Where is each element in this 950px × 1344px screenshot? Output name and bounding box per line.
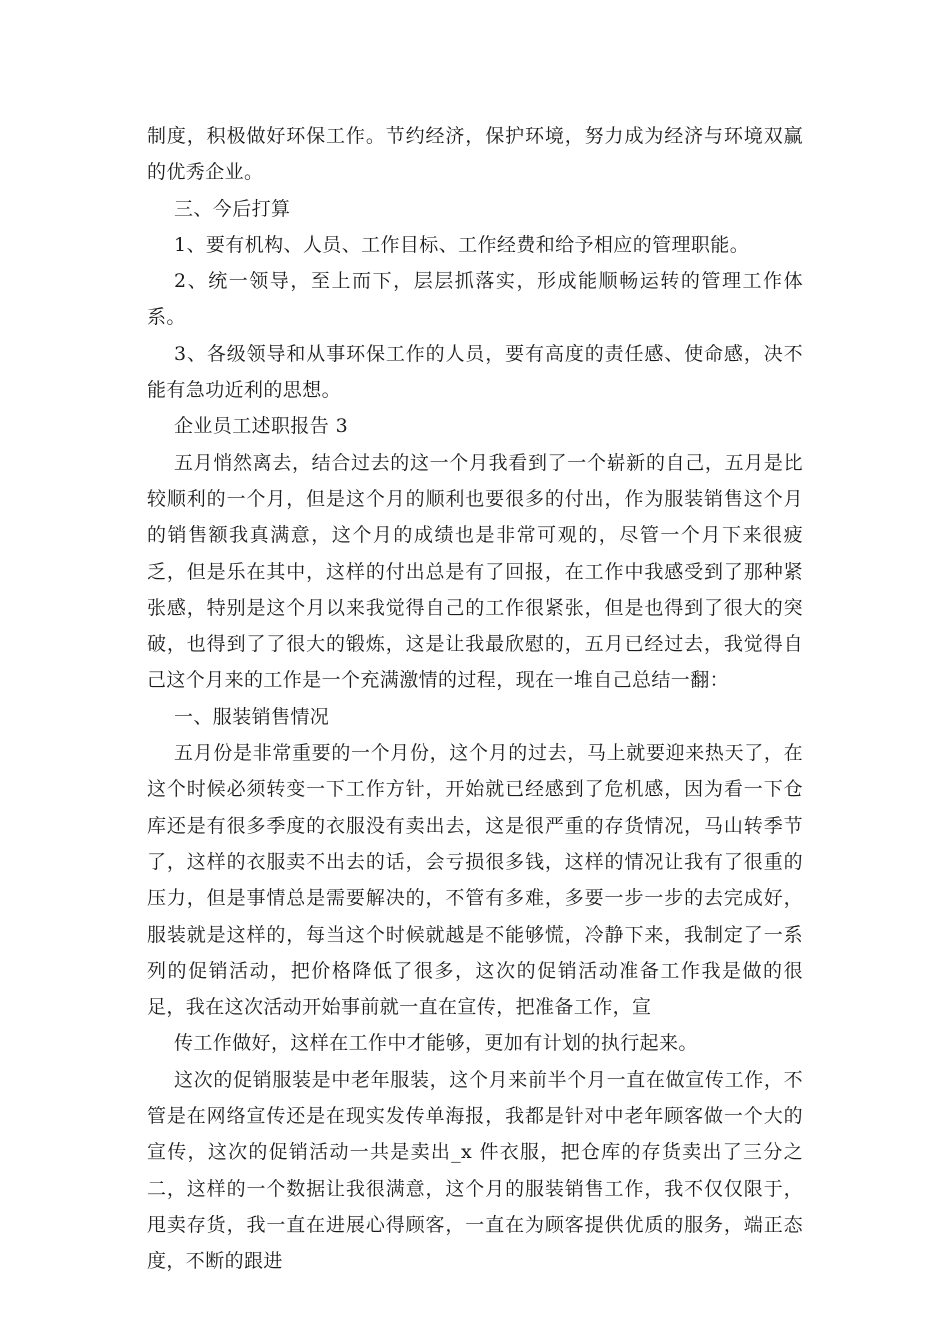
paragraph-publicity: 传工作做好，这样在工作中才能够，更加有计划的执行起来。 [174, 1032, 698, 1055]
plan-item-2: 2、统一领导，至上而下，层层抓落实，形成能顺畅运转的管理工作体系。 [147, 270, 803, 329]
report-title: 企业员工述职报告 3 [174, 415, 349, 438]
paragraph-may-summary: 五月悄然离去，结合过去的这一个月我看到了一个崭新的自己，五月是比较顺利的一个月，但是这个月的顺利也要很多的付出，作为服装销售这个月的销售额我真满意，这个月的成绩也是非常可观的，尽管一个月下来很疲乏，但是乐在其中，这样的付出总是有了回报，在工作中我感受到了那种紧张感，特别是这个月以来我觉得自己的工作很紧张，但是也得到了很大的突破，也得到了了很大的锻炼，这是让我最欣慰的，五月已经过去，我觉得自己这个月来的工作是一个充满激情的过程，现在一堆自己总结一翻： [147, 451, 803, 692]
plan-item-1: 1、要有机构、人员、工作目标、工作经费和给予相应的管理职能。 [174, 233, 750, 256]
paragraph-sales-situation: 五月份是非常重要的一个月份，这个月的过去，马上就要迎来热天了，在这个时候必须转变一下工作方针，开始就已经感到了危机感，因为看一下仓库还是有很多季度的衣服没有卖出去，这是很严重的存货情况，马山转季节了，这样的衣服卖不出去的话，会亏损很多钱，这样的情况让我有了很重的压力，但是事情总是需要解决的，不管有多难，多要一步一步的去完成好，服装就是这样的，每当这个时候就越是不能够慌，冷静下来，我制定了一系列的促销活动，把价格降低了很多，这次的促销活动准备工作我是做的很足，我在这次活动开始事前就一直在宣传，把准备工作，宣 [147, 742, 803, 1019]
paragraph-env-policy-continued: 制度，积极做好环保工作。节约经济，保护环境，努力成为经济与环境双赢的优秀企业。 [147, 125, 803, 184]
section-heading-sales: 一、服装销售情况 [174, 705, 330, 728]
paragraph-promotion-results: 这次的促销服装是中老年服装，这个月来前半个月一直在做宣传工作，不管是在网络宣传还是在现实发传单海报，我都是针对中老年顾客做一个大的宣传，这次的促销活动一共是卖出_x 件衣服，把仓库的存货卖出了三分之二，这样的一个数据让我很满意，这个月的服装销售工作，我不仅仅限于，甩卖存货，我一直在进展心得顾客，一直在为顾客提供优质的服务，端正态度，不断的跟进 [147, 1068, 803, 1273]
plan-item-3: 3、各级领导和从事环保工作的人员，要有高度的责任感、使命感，决不能有急功近利的思想。 [147, 342, 803, 402]
document-body [147, 118, 803, 1280]
section-heading-future-plans: 三、今后打算 [174, 197, 291, 220]
